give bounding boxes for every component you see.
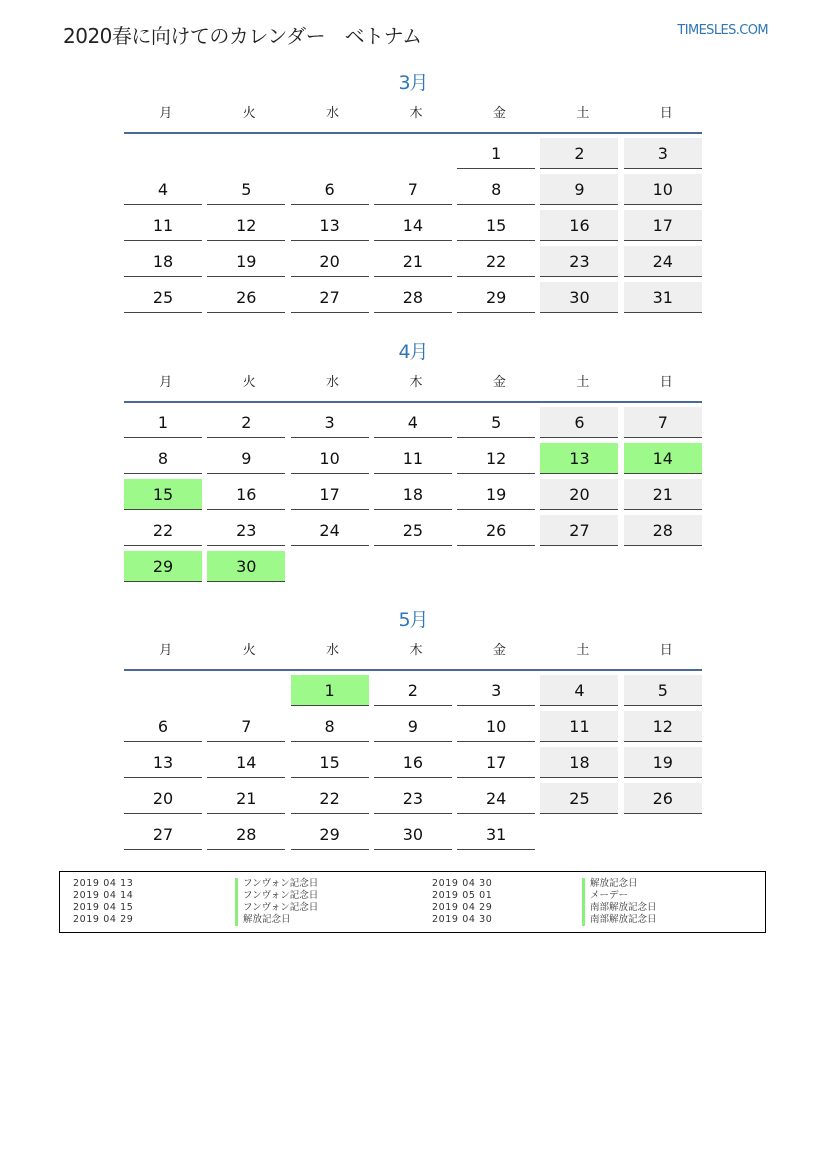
day-cell[interactable]: 5 [207,174,285,205]
weekday-label: 日 [659,105,673,121]
weekday-label: 月 [159,374,173,390]
weekday-label: 金 [492,642,506,658]
day-cell[interactable]: 28 [374,282,452,313]
day-cell[interactable]: 3 [291,407,369,438]
weekday-divider [124,132,702,134]
day-cell[interactable]: 8 [457,174,535,205]
day-cell[interactable]: 22 [457,246,535,277]
day-cell[interactable]: 1 [457,138,535,169]
empty-cell [124,138,202,169]
day-cell[interactable]: 5 [624,675,702,706]
empty-cell [207,138,285,169]
day-cell[interactable]: 21 [374,246,452,277]
day-cell[interactable]: 28 [624,515,702,546]
day-cell[interactable]: 22 [124,515,202,546]
day-cell[interactable]: 24 [291,515,369,546]
empty-cell [291,138,369,169]
legend-right-dates [432,878,492,926]
day-cell[interactable]: 7 [624,407,702,438]
weekday-label: 木 [409,374,423,390]
weekday-label: 水 [326,105,340,121]
empty-cell [124,675,202,706]
day-cell[interactable]: 8 [291,711,369,742]
legend-left-dates [73,878,133,926]
day-cell[interactable]: 19 [457,479,535,510]
weekday-header [124,98,702,124]
day-cell[interactable]: 25 [374,515,452,546]
legend-holiday-name: 南部解放記念日 [582,914,657,926]
day-cell[interactable]: 2 [374,675,452,706]
day-cell[interactable]: 9 [207,443,285,474]
legend-date: 2019 04 15 [73,902,134,913]
day-cell[interactable]: 14 [207,747,285,778]
legend-date: 2019 04 30 [432,914,493,925]
legend-holiday-name: メーデー [582,890,657,902]
day-cell[interactable]: 6 [540,407,618,438]
weekday-label: 木 [409,105,423,121]
day-cell[interactable]: 17 [457,747,535,778]
weekday-label: 火 [242,105,256,121]
day-cell[interactable]: 23 [540,246,618,277]
day-cell[interactable]: 29 [457,282,535,313]
day-cell[interactable]: 22 [291,783,369,814]
weekday-label: 土 [576,105,590,121]
day-cell[interactable]: 27 [124,819,202,850]
empty-cell [374,138,452,169]
day-cell[interactable]: 11 [374,443,452,474]
day-cell[interactable]: 28 [207,819,285,850]
page-title: 2020春に向けてのカレンダー ベトナム [63,24,422,48]
day-cell[interactable]: 9 [374,711,452,742]
month-april [124,337,702,582]
day-cell[interactable]: 13 [124,747,202,778]
day-cell[interactable]: 17 [291,479,369,510]
legend-holiday-name: 南部解放記念日 [582,902,657,914]
day-cell[interactable]: 15 [457,210,535,241]
day-cell[interactable]: 10 [624,174,702,205]
day-cell[interactable]: 30 [207,551,285,582]
site-link[interactable]: TIMESLES.COM [677,23,768,38]
day-cell[interactable]: 26 [624,783,702,814]
weekday-label: 土 [576,374,590,390]
day-cell[interactable]: 25 [540,783,618,814]
day-cell[interactable]: 23 [374,783,452,814]
day-cell[interactable]: 1 [124,407,202,438]
weekday-label: 水 [326,642,340,658]
day-cell[interactable]: 4 [374,407,452,438]
day-grid [124,407,702,582]
day-cell[interactable]: 31 [624,282,702,313]
weekday-label: 日 [659,374,673,390]
day-cell[interactable]: 16 [207,479,285,510]
weekday-divider [124,669,702,671]
month-title: 3月 [398,72,428,94]
weekday-label: 金 [492,105,506,121]
day-cell[interactable]: 29 [291,819,369,850]
day-cell[interactable]: 12 [207,210,285,241]
day-cell[interactable]: 23 [207,515,285,546]
day-cell[interactable]: 24 [457,783,535,814]
legend-date: 2019 05 01 [432,890,493,901]
month-may [124,605,702,850]
legend-right-names [582,878,657,926]
weekday-label: 日 [659,642,673,658]
day-cell[interactable]: 6 [124,711,202,742]
weekday-label: 水 [326,374,340,390]
weekday-header [124,635,702,661]
day-cell[interactable]: 7 [207,711,285,742]
day-cell[interactable]: 20 [124,783,202,814]
day-cell[interactable]: 10 [457,711,535,742]
weekday-divider [124,401,702,403]
day-cell[interactable]: 29 [124,551,202,582]
legend-holiday-name: 解放記念日 [235,914,318,926]
legend-date: 2019 04 13 [73,878,134,889]
day-cell[interactable]: 17 [624,210,702,241]
month-march [124,68,702,313]
day-cell[interactable]: 4 [540,675,618,706]
day-cell[interactable]: 12 [624,711,702,742]
day-cell[interactable]: 30 [540,282,618,313]
day-cell[interactable]: 1 [291,675,369,706]
day-cell[interactable]: 12 [457,443,535,474]
day-cell[interactable]: 9 [540,174,618,205]
day-cell[interactable]: 14 [624,443,702,474]
day-cell[interactable]: 6 [291,174,369,205]
holiday-legend [59,871,766,933]
day-cell[interactable]: 16 [540,210,618,241]
day-cell[interactable]: 13 [540,443,618,474]
legend-holiday-name: フンヴォン記念日 [235,902,318,914]
day-grid [124,675,702,850]
day-cell[interactable]: 20 [540,479,618,510]
legend-holiday-name: フンヴォン記念日 [235,878,318,890]
weekday-label: 金 [492,374,506,390]
day-cell[interactable]: 11 [540,711,618,742]
day-cell[interactable]: 30 [374,819,452,850]
day-cell[interactable]: 7 [374,174,452,205]
day-cell[interactable]: 27 [540,515,618,546]
legend-holiday-name: フンヴォン記念日 [235,890,318,902]
day-cell[interactable]: 16 [374,747,452,778]
day-cell[interactable]: 2 [207,407,285,438]
legend-date: 2019 04 30 [432,878,493,889]
legend-date: 2019 04 29 [432,902,493,913]
day-cell[interactable]: 18 [124,246,202,277]
weekday-label: 月 [159,642,173,658]
day-cell[interactable]: 15 [124,479,202,510]
weekday-label: 土 [576,642,590,658]
day-cell[interactable]: 2 [540,138,618,169]
day-cell[interactable]: 31 [457,819,535,850]
day-cell[interactable]: 25 [124,282,202,313]
day-cell[interactable]: 21 [624,479,702,510]
weekday-label: 木 [409,642,423,658]
day-cell[interactable]: 24 [624,246,702,277]
legend-date: 2019 04 29 [73,914,134,925]
legend-left-names [235,878,318,926]
day-cell[interactable]: 11 [124,210,202,241]
day-cell[interactable]: 20 [291,246,369,277]
day-cell[interactable]: 4 [124,174,202,205]
day-cell[interactable]: 3 [624,138,702,169]
month-title: 4月 [398,341,428,363]
day-cell[interactable]: 26 [457,515,535,546]
day-cell[interactable]: 3 [457,675,535,706]
weekday-label: 火 [242,374,256,390]
empty-cell [207,675,285,706]
day-cell[interactable]: 19 [624,747,702,778]
day-cell[interactable]: 10 [291,443,369,474]
weekday-label: 火 [242,642,256,658]
weekday-header [124,367,702,393]
day-cell[interactable]: 14 [374,210,452,241]
day-cell[interactable]: 26 [207,282,285,313]
day-cell[interactable]: 5 [457,407,535,438]
legend-date: 2019 04 14 [73,890,134,901]
weekday-label: 月 [159,105,173,121]
day-grid [124,138,702,313]
day-cell[interactable]: 21 [207,783,285,814]
day-cell[interactable]: 27 [291,282,369,313]
day-cell[interactable]: 18 [374,479,452,510]
day-cell[interactable]: 18 [540,747,618,778]
day-cell[interactable]: 19 [207,246,285,277]
legend-holiday-name: 解放記念日 [582,878,657,890]
day-cell[interactable]: 13 [291,210,369,241]
day-cell[interactable]: 15 [291,747,369,778]
day-cell[interactable]: 8 [124,443,202,474]
month-title: 5月 [398,609,428,631]
